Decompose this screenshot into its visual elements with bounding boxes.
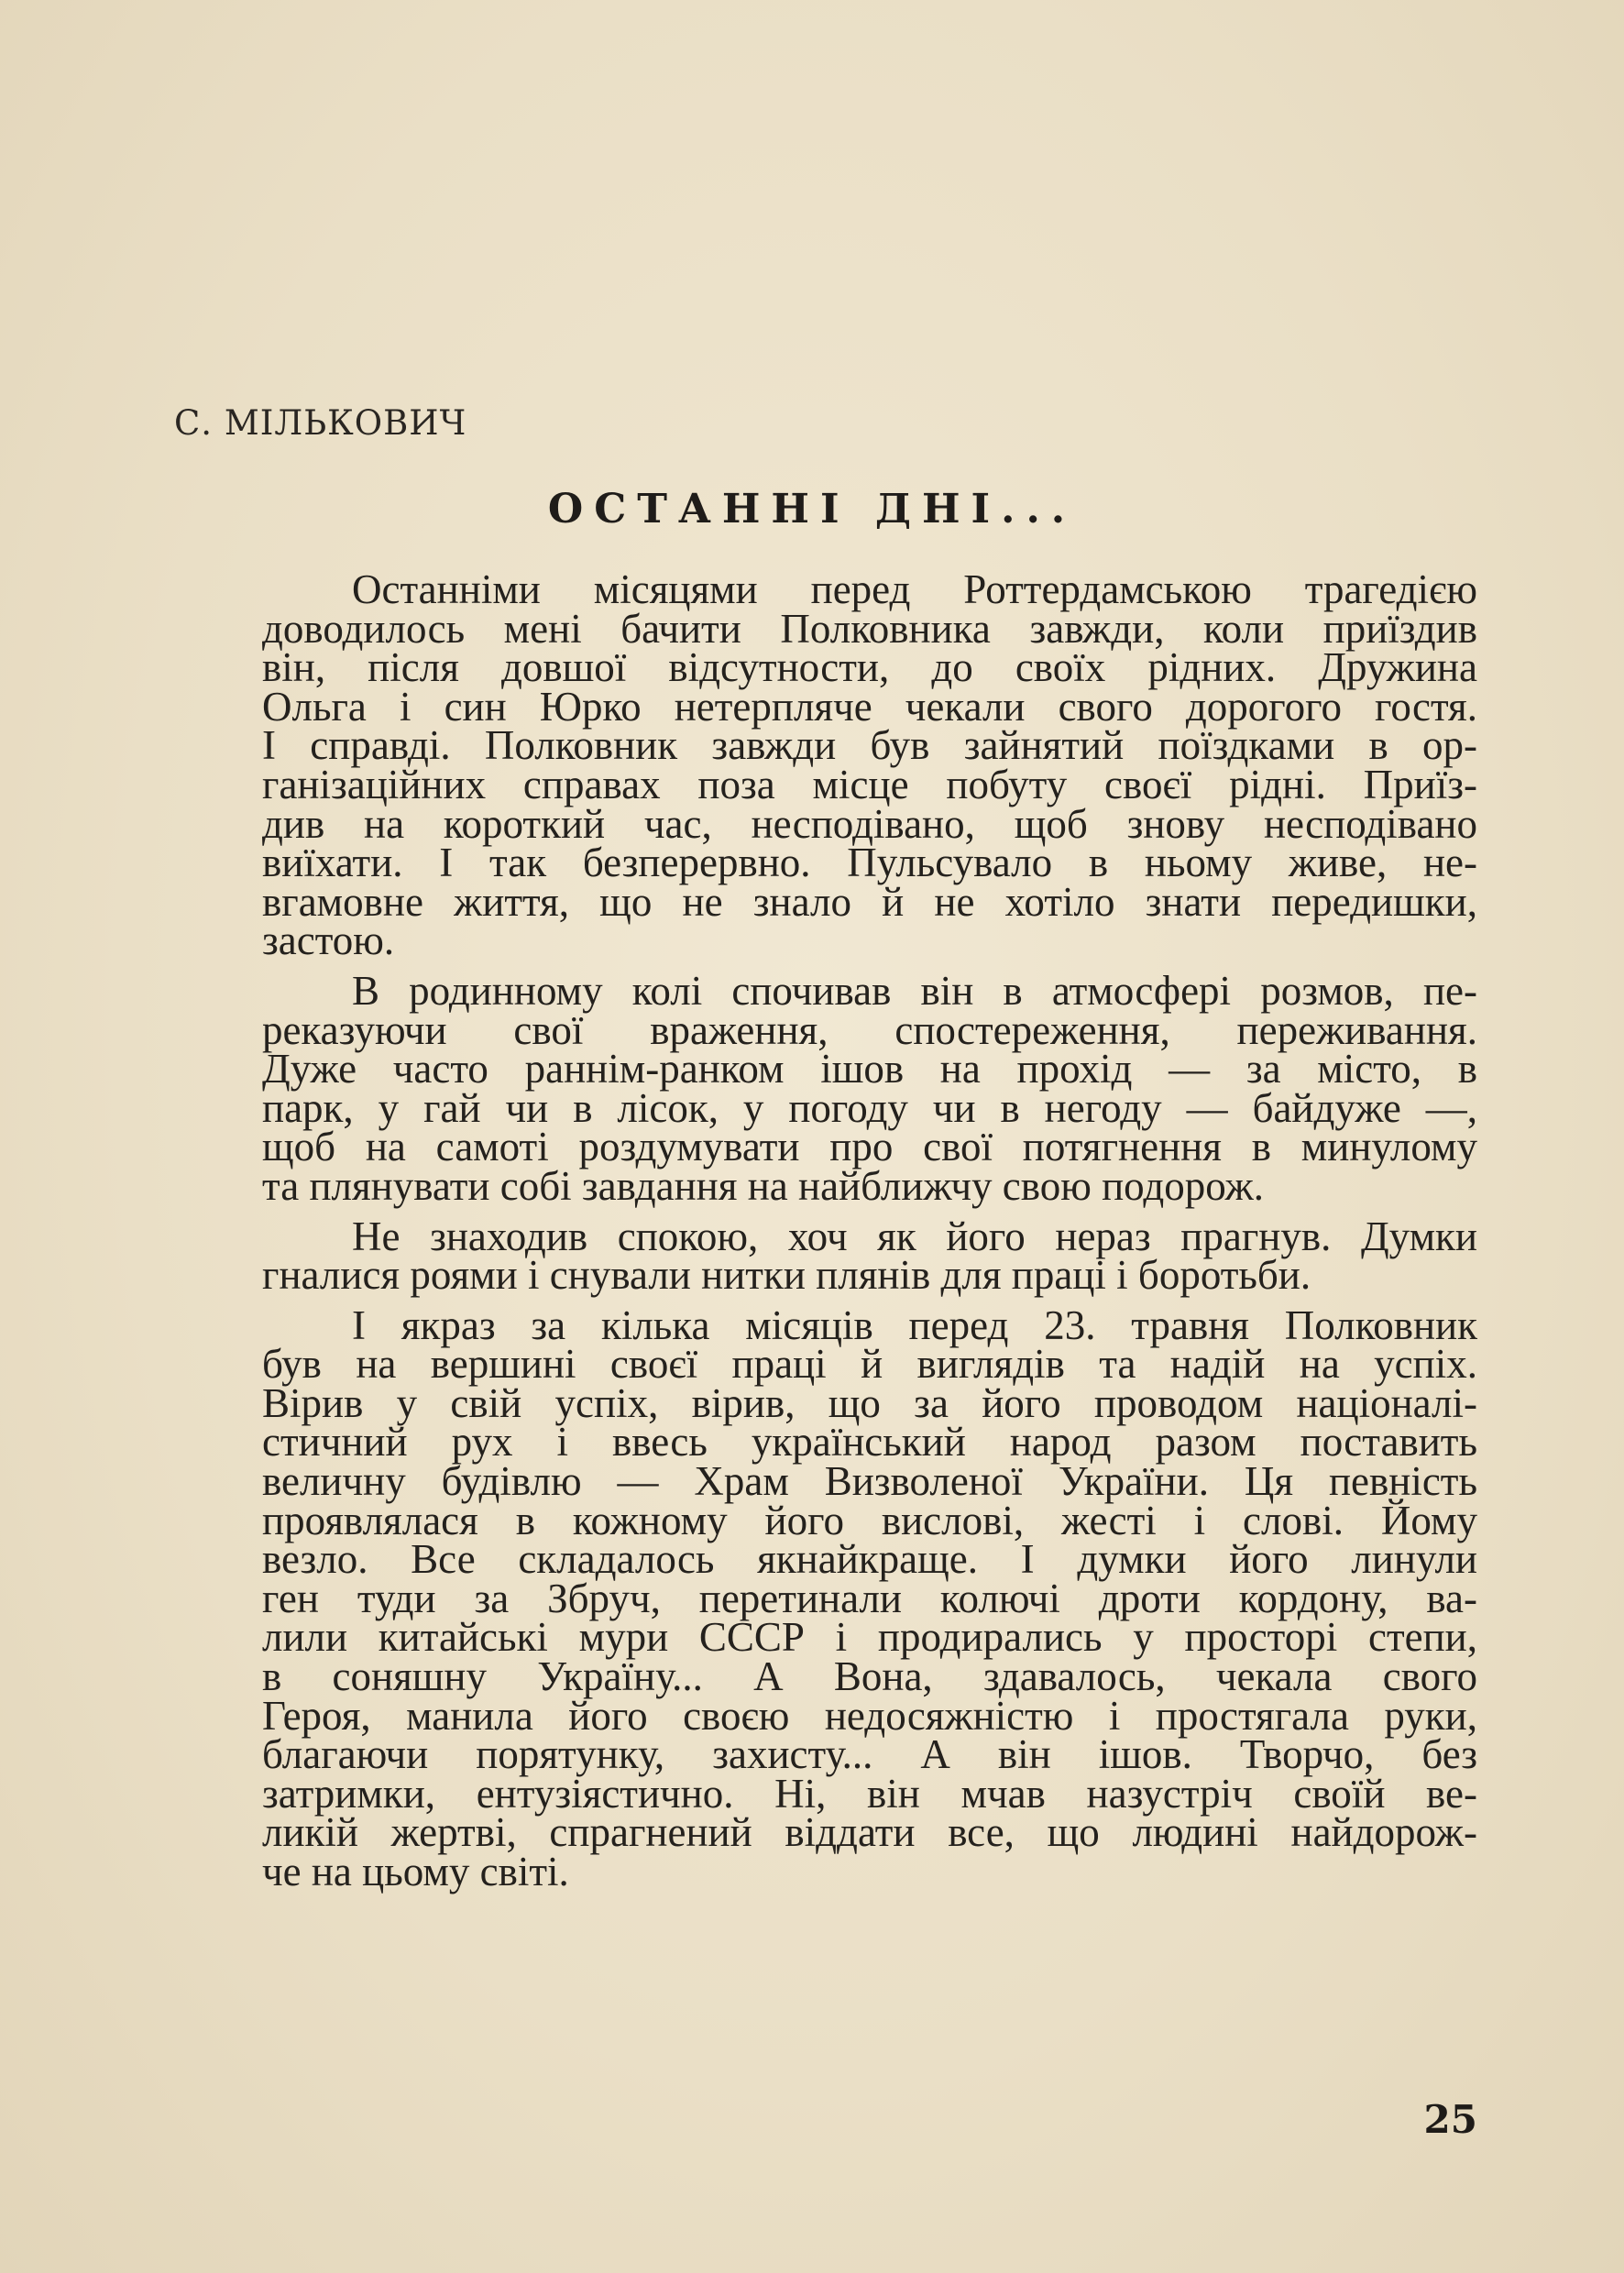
text-line: вгамовне життя, що не знало й не хотіло знати передишки, [262,878,1477,925]
paragraph-3 [172,1213,1477,1299]
text-line: ганізаційних справах поза місце побуту своєї рідні. Приїз- [262,761,1477,807]
text-line: парк, у гай чи в лісок, у погоду чи в негоду — байдуже —, [262,1084,1477,1131]
text-line: везло. Все складалось якнайкраще. І думки його линули [262,1536,1477,1583]
paragraph-2 [172,967,1477,1209]
text-line: Останніми місяцями перед Роттердамською трагедією [352,566,1477,612]
text-line: че на цьому світі. [262,1849,569,1894]
text-line: Не знаходив спокою, хоч як його нераз прагнув. Думки [352,1213,1477,1259]
paragraph-1 [172,566,1477,964]
text-line: В родинному колі спочивав він в атмосфері розмов, пе- [352,967,1477,1014]
author-name: С. МІЛЬКОВИЧ [174,403,467,443]
text-line: лили китайські мури СССР і продирались у просторі степи, [262,1614,1477,1661]
text-line: І якраз за кілька місяців перед 23. травня Полковник [352,1301,1477,1348]
text-line: в соняшну Україну... А Вона, здавалось, чекала свого [262,1653,1477,1700]
text-line: виїхати. І так безперервно. Пульсувало в ньому живе, не- [262,840,1477,886]
text-line: Ольга і син Юрко нетерпляче чекали свого дорогого гостя. [262,683,1477,730]
text-line: він, після довшої відсутности, до своїх рідних. Дружина [262,644,1477,691]
text-line: див на короткий час, несподівано, щоб знову несподівано [262,800,1477,847]
chapter-title: ОСТАННІ ДНІ... [547,486,1077,533]
text-line: І справді. Полковник завжди був зайнятий поїздками в ор- [262,722,1477,769]
text-line: реказуючи свої враження, спостереження, переживання. [262,1006,1477,1053]
paragraph-4 [172,1301,1477,1894]
body-text [172,566,1477,1894]
text-line: Вірив у свій успіх, вірив, що за його проводом націоналі- [262,1379,1477,1426]
text-line: ликій жертві, спрагнений віддати все, що людині найдорож- [262,1809,1477,1856]
text-line: був на вершині своєї праці й виглядів та надій на успіх. [262,1341,1477,1388]
text-line: стичний рух і ввесь український народ разом поставить [262,1419,1477,1466]
text-line: проявлялася в кожному його вислові, жесті і слові. Йому [262,1497,1477,1543]
text-line: застою. [262,917,395,964]
text-line: щоб на самоті роздумувати про свої потягнення в минулому [262,1124,1477,1170]
text-line: ген туди за Збруч, перетинали колючі дроти кордону, ва- [262,1575,1477,1621]
text-line: затримки, ентузіястично. Ні, він мчав назустріч своїй ве- [262,1770,1477,1817]
text-line: Героя, манила його своєю недосяжністю і простягала руки, [262,1692,1477,1739]
text-line: та плянувати собі завдання на найближчу свою подорож. [262,1162,1264,1209]
text-line: благаючи порятунку, захисту... А він ішов. Творчо, без [262,1731,1477,1778]
text-line: величну будівлю — Храм Визволеної України. Ця певність [262,1458,1477,1505]
text-line: Дуже часто раннім-ранком ішов на прохід — за місто, в [262,1046,1477,1093]
text-line: доводилось мені бачити Полковника завжди, коли приїздив [262,605,1477,652]
page-number: 25 [1423,2097,1477,2142]
text-line: гналися роями і снували нитки плянів для праці і боротьби. [262,1252,1311,1299]
